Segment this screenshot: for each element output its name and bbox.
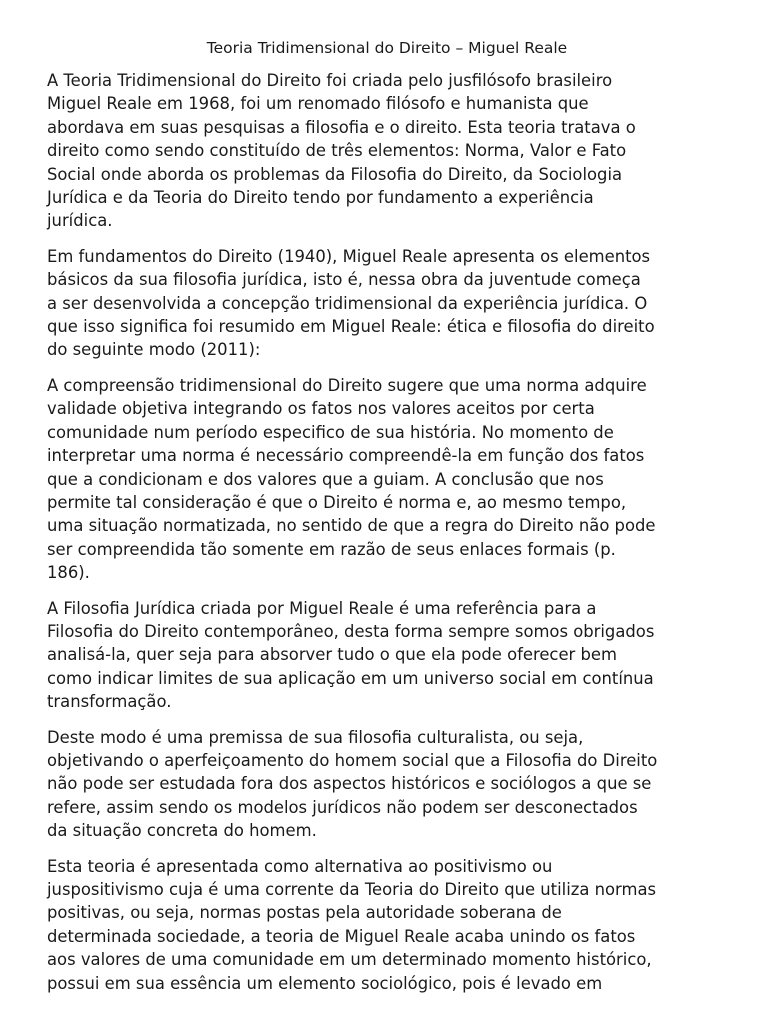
paragraph-intro: A Teoria Tridimensional do Direito foi criada pelo jusfilósofo brasileiro Miguel Reale em 1968, foi um renomado filósofo e humanista que abordava em suas pesquisas a filosofia e o direito. Esta teoria tratava o direito como sendo constituído de três elementos: Norma, Valor e Fato Social onde aborda os problemas da Filosofia do Direito, da Sociologia Jurídica e da Teoria do Direito tendo por fundamento a experiência jurídica.: [47, 71, 636, 231]
paragraph-positivismo: Esta teoria é apresentada como alternativa ao positivismo ou juspositivismo cuja é uma corrente da Teoria do Direito que utiliza normas positivas, ou seja, normas postas pela autoridade soberana de determinada sociedade, a teoria de Miguel Reale acaba unindo os fatos aos valores de uma comunidade em um determinado momento histórico, possui em sua essência um elemento sociológico, pois é levado em: [47, 856, 657, 993]
paragraph-culturalista: Deste modo é uma premissa de sua filosofia culturalista, ou seja, objetivando o aperfeiçoamento do homem social que a Filosofia do Direito não pode ser estudada fora dos aspectos históricos e sociólogos a que se refere, assim sendo os modelos jurídicos não podem ser desconectados da situação concreta do homem.: [47, 727, 658, 841]
document-title: Teoria Tridimensional do Direito – Miguel Reale: [206, 39, 568, 57]
paragraph-filosofia-juridica: A Filosofia Jurídica criada por Miguel Reale é uma referência para a Filosofia do Direito contemporâneo, desta forma sempre somos obrigados analisá-la, quer seja para absorver tudo o que ela pode oferecer bem como indicar limites de sua aplicação em um universo social em contínua transformação.: [47, 598, 655, 712]
paragraph-quotation: A compreensão tridimensional do Direito sugere que uma norma adquire validade objetiva integrando os fatos nos valores aceitos por certa comunidade num período especifico de sua história. No momento de interpretar uma norma é necessário compreendê-la em função dos fatos que a condicionam e dos valores que a guiam. A conclusão que nos permite tal consideração é que o Direito é norma e, ao mesmo tempo, uma situação normatizada, no sentido de que a regra do Direito não pode ser compreendida tão somente em razão de seus enlaces formais (p. 186).: [47, 375, 656, 583]
paragraph-fundamentos: Em fundamentos do Direito (1940), Miguel Reale apresenta os elementos básicos da sua filosofia jurídica, isto é, nessa obra da juventude começa a ser desenvolvida a concepção tridimensional da experiência jurídica. O que isso significa foi resumido em Miguel Reale: ética e filosofia do direito do seguinte modo (2011):: [47, 246, 655, 360]
document-body: [47, 37, 727, 1007]
